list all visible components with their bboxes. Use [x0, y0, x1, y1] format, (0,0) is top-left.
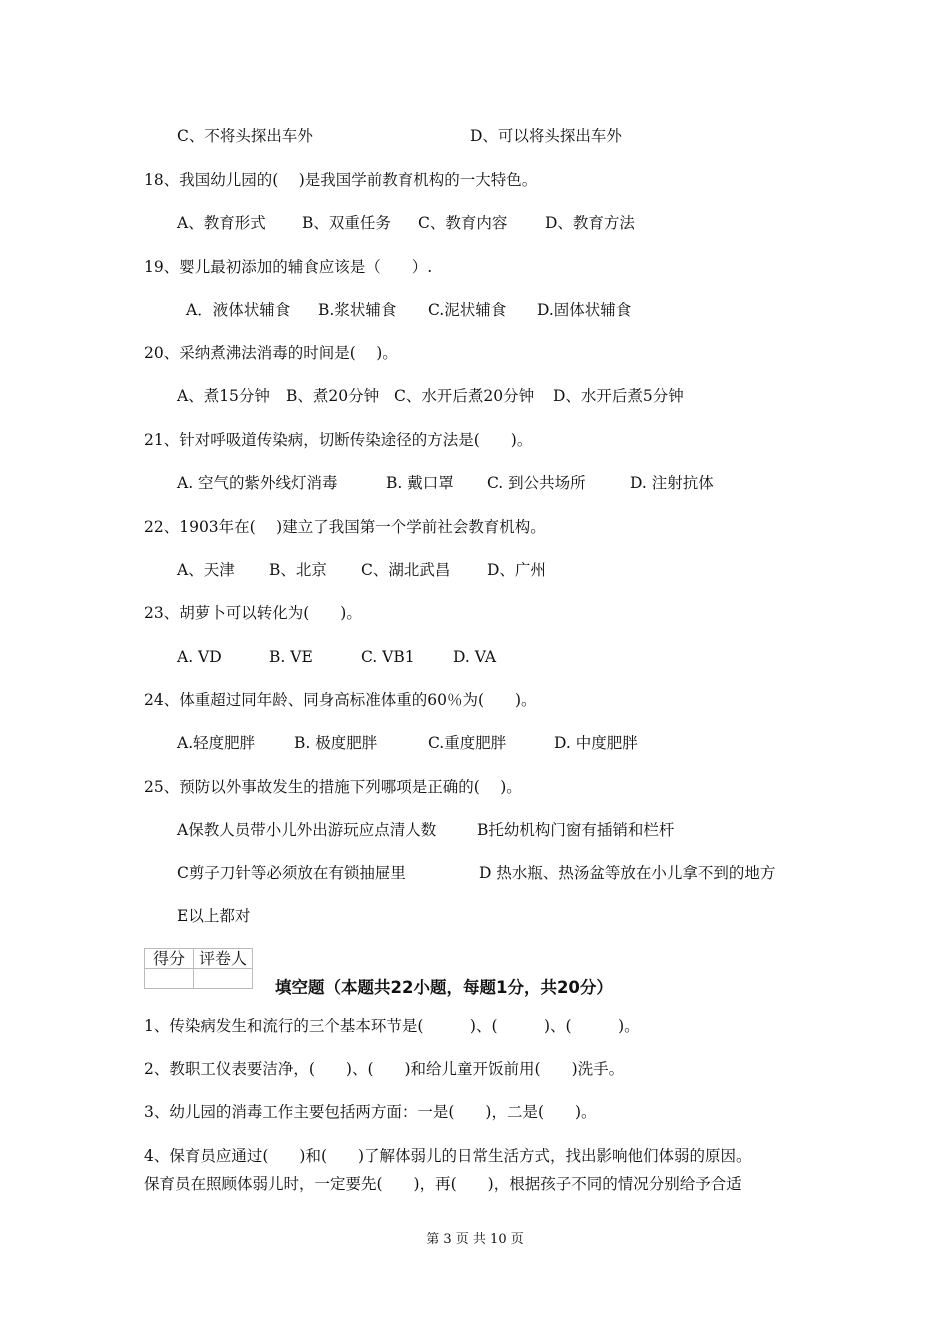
- q20-option-b: B、煮20分钟: [286, 387, 380, 405]
- q18-stem: 18、我国幼儿园的( )是我国学前教育机构的一大特色。: [144, 171, 538, 189]
- fill-question-2: 2、教职工仪表要洁净，( )、( )和给儿童开饭前用( )洗手。: [144, 1060, 625, 1078]
- grader-label: 评卷人: [194, 949, 253, 969]
- section-title: 填空题（本题共22小题，每题1分，共20分）: [275, 978, 613, 997]
- q19-option-a: A．液体状辅食: [186, 301, 291, 319]
- q20-option-d: D、水开后煮5分钟: [553, 387, 684, 405]
- score-cell: [145, 969, 194, 989]
- q25-option-a: A保教人员带小儿外出游玩应点清人数: [177, 821, 437, 839]
- q20-stem: 20、采纳煮沸法消毒的时间是( )。: [144, 344, 398, 362]
- q20-option-a: A、煮15分钟: [177, 387, 270, 405]
- q19-option-d: D.固体状辅食: [537, 301, 632, 319]
- q25-option-e: E以上都对: [177, 907, 251, 925]
- q25-option-c: C剪子刀针等必须放在有锁抽屉里: [177, 864, 406, 882]
- q20-option-c: C、水开后煮20分钟: [394, 387, 535, 405]
- q23-stem: 23、胡萝卜可以转化为( )。: [144, 604, 362, 622]
- q21-option-b: B. 戴口罩: [386, 474, 454, 492]
- score-box: [144, 948, 253, 989]
- q21-option-d: D. 注射抗体: [630, 474, 714, 492]
- q17-option-c: C、不将头探出车外: [177, 127, 313, 145]
- fill-question-3: 3、幼儿园的消毒工作主要包括两方面：一是( )，二是( )。: [144, 1103, 597, 1121]
- q24-option-c: C.重度肥胖: [428, 734, 507, 752]
- q19-stem: 19、婴儿最初添加的辅食应该是（ ）.: [144, 258, 433, 276]
- q23-option-b: B. VE: [269, 648, 313, 666]
- q22-option-b: B、北京: [269, 561, 327, 579]
- score-label: 得分: [145, 949, 194, 969]
- q23-option-c: C. VB1: [361, 648, 415, 666]
- q19-option-c: C.泥状辅食: [428, 301, 507, 319]
- q22-option-d: D、广州: [487, 561, 546, 579]
- q24-option-b: B. 极度肥胖: [294, 734, 378, 752]
- q21-option-a: A. 空气的紫外线灯消毒: [177, 474, 338, 492]
- fill-question-1: 1、传染病发生和流行的三个基本环节是( )、( )、( )。: [144, 1017, 640, 1035]
- fill-question-4-line1: 4、保育员应通过( )和( )了解体弱儿的日常生活方式，找出影响他们体弱的原因。: [144, 1147, 752, 1165]
- q21-stem: 21、针对呼吸道传染病，切断传染途径的方法是( )。: [144, 431, 533, 449]
- q23-option-a: A. VD: [177, 648, 222, 666]
- q25-option-b: B托幼机构门窗有插销和栏杆: [477, 821, 675, 839]
- q18-option-a: A、教育形式: [177, 214, 266, 232]
- q24-stem: 24、体重超过同年龄、同身高标准体重的60％为( )。: [144, 691, 537, 709]
- q24-option-d: D. 中度肥胖: [554, 734, 638, 752]
- q22-option-c: C、湖北武昌: [361, 561, 451, 579]
- q22-stem: 22、1903年在( )建立了我国第一个学前社会教育机构。: [144, 518, 546, 536]
- q17-option-d: D、可以将头探出车外: [470, 127, 622, 145]
- grader-cell: [194, 969, 253, 989]
- fill-question-4-line2: 保育员在照顾体弱儿时，一定要先( )，再( )，根据孩子不同的情况分别给予合适: [144, 1175, 742, 1193]
- page-number: 第 3 页 共 10 页: [426, 1232, 524, 1247]
- q18-option-c: C、教育内容: [418, 214, 508, 232]
- q19-option-b: B.浆状辅食: [318, 301, 397, 319]
- q18-option-b: B、双重任务: [302, 214, 391, 232]
- q21-option-c: C. 到公共场所: [487, 474, 586, 492]
- q22-option-a: A、天津: [177, 561, 235, 579]
- q24-option-a: A.轻度肥胖: [177, 734, 256, 752]
- q18-option-d: D、教育方法: [545, 214, 635, 232]
- q23-option-d: D. VA: [453, 648, 497, 666]
- q25-option-d: D 热水瓶、热汤盆等放在小儿拿不到的地方: [479, 864, 776, 882]
- q25-stem: 25、预防以外事故发生的措施下列哪项是正确的( )。: [144, 778, 522, 796]
